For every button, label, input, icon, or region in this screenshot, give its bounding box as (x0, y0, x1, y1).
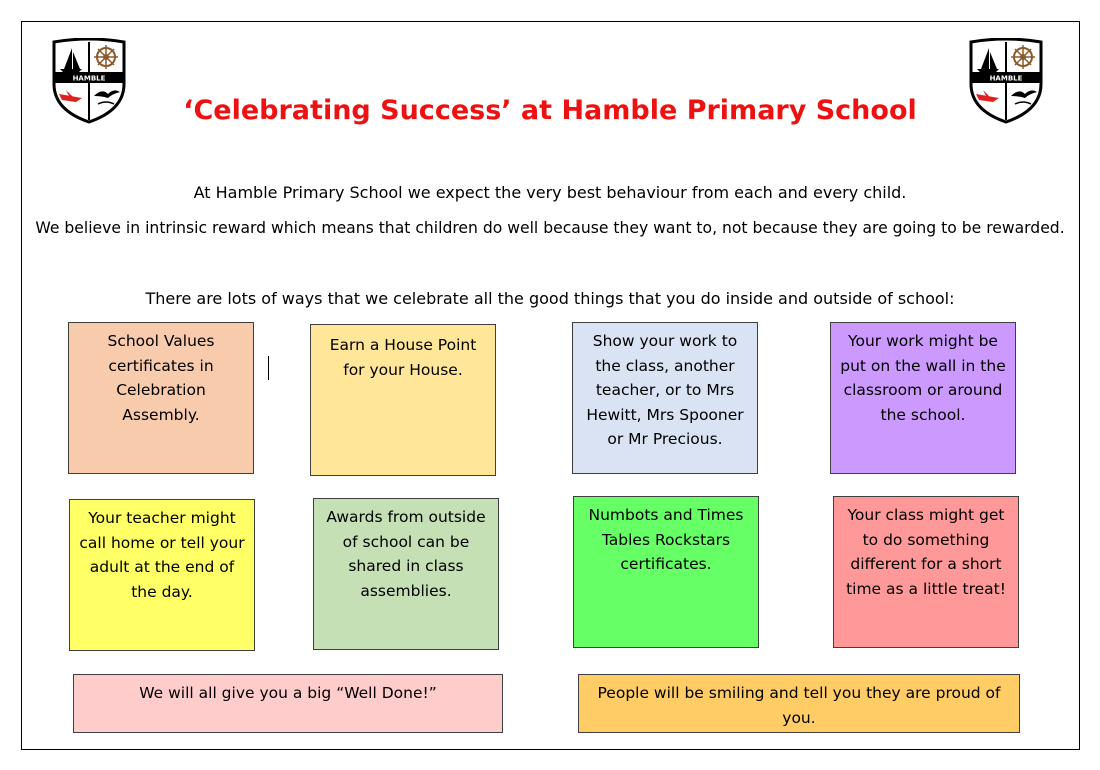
reward-box-numbots-ttrs: Numbots and Times Tables Rockstars certificates. (573, 496, 759, 648)
reward-box-class-treat: Your class might get to do something different for a short time as a little treat! (833, 496, 1019, 648)
intro-line-celebrate: There are lots of ways that we celebrate all the good things that you do inside and outside of school: (145, 289, 955, 308)
reward-box-call-home: Your teacher might call home or tell your adult at the end of the day. (69, 499, 255, 651)
intro-line-expectations: At Hamble Primary School we expect the very best behaviour from each and every child. (193, 183, 907, 202)
reward-box-outside-awards: Awards from outside of school can be shared in class assemblies. (313, 498, 499, 650)
reward-box-proud-of-you: People will be smiling and tell you they are proud of you. (578, 674, 1020, 733)
reward-box-work-on-wall: Your work might be put on the wall in the classroom or around the school. (830, 322, 1016, 474)
svg-text:HAMBLE: HAMBLE (72, 74, 106, 83)
page-title: ‘Celebrating Success’ at Hamble Primary School (183, 95, 917, 126)
intro-line-intrinsic-reward: We believe in intrinsic reward which means that children do well because they want to, not because they are going to be rewarded. (35, 219, 1065, 237)
text-cursor (268, 356, 269, 380)
reward-box-show-work: Show your work to the class, another teacher, or to Mrs Hewitt, Mrs Spooner or Mr Precious. (572, 322, 758, 474)
svg-text:HAMBLE: HAMBLE (989, 74, 1023, 83)
reward-box-school-values: School Values certificates in Celebration Assembly. (68, 322, 254, 474)
reward-box-house-point: Earn a House Point for your House. (310, 324, 496, 476)
reward-box-well-done: We will all give you a big “Well Done!” (73, 674, 503, 733)
